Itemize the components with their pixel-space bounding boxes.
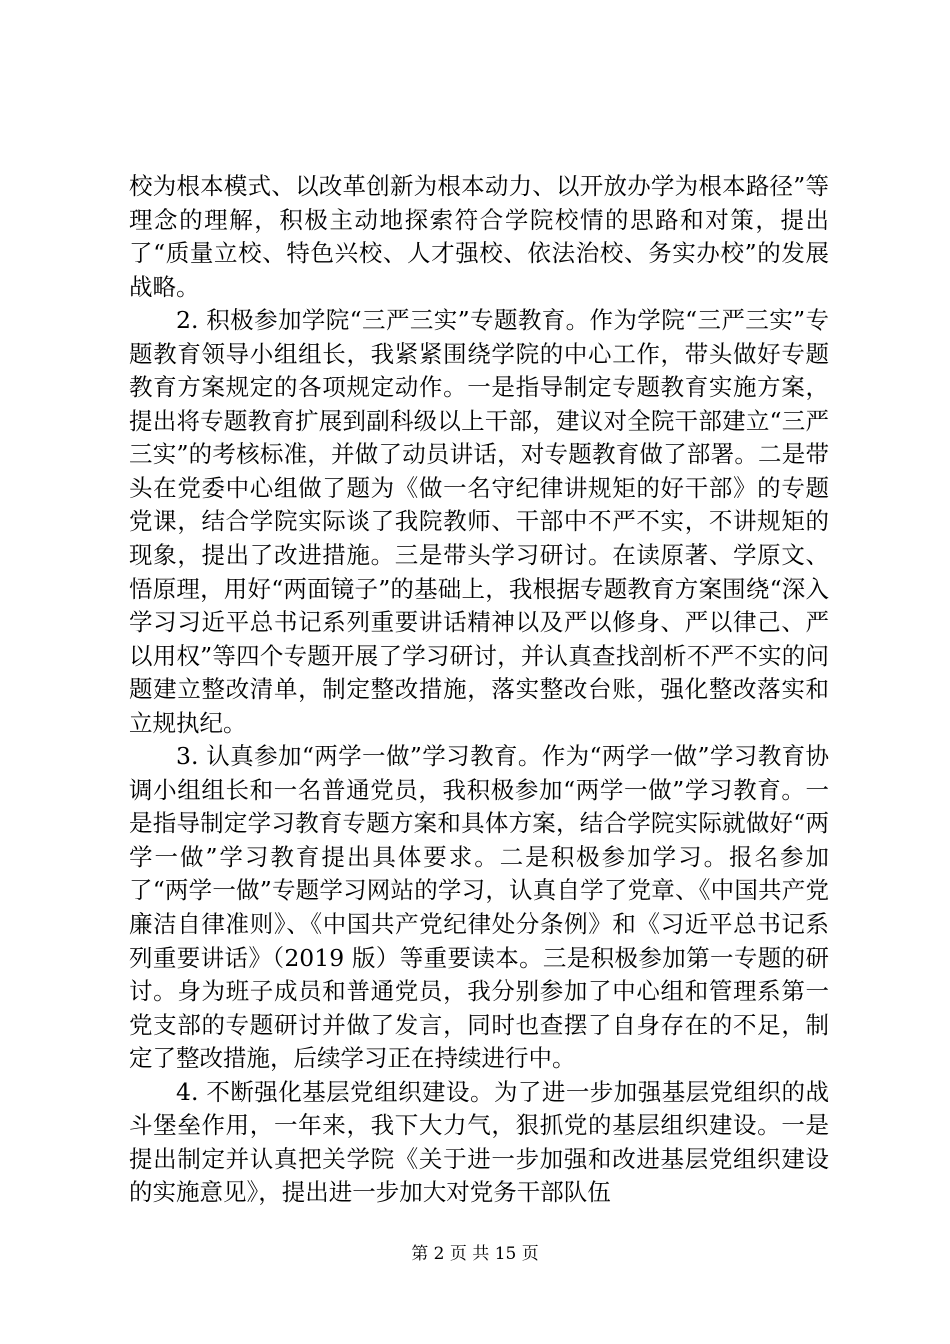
paragraph-item-4: 4. 不断强化基层党组织建设。为了进一步加强基层党组织的战斗堡垒作用，一年来，我下大力气，狠抓党的基层组织建设。一是提出制定并认真把关学院《关于进一步加强和改进基层党组织建设的实施意见》，提出进一步加大对党务干部队伍 [129,1077,829,1207]
paragraph-item-3: 3. 认真参加“两学一做”学习教育。作为“两学一做”学习教育协调小组组长和一名普通党员，我积极参加“两学一做”学习教育。一是指导制定学习教育专题方案和具体方案，结合学院实际就做好“两学一做”学习教育提出具体要求。二是积极参加学习。报名参加了“两学一做”专题学习网站的学习，认真自学了党章、《中国共产党廉洁自律准则》、《中国共产党纪律处分条例》和《习近平总书记系列重要讲话》（2019 版）等重要读本。三是积极参加第一专题的研讨。身为班子成员和普通党员，我分别参加了中心组和管理系第一党支部的专题研讨并做了发言，同时也查摆了自身存在的不足，制定了整改措施，后续学习正在持续进行中。 [129,742,829,1073]
page-number-footer: 第 2 页 共 15 页 [411,1244,539,1264]
document-body [129,170,829,1210]
paragraph-item-2: 2. 积极参加学院“三严三实”专题教育。作为学院“三严三实”专题教育领导小组组长，我紧紧围绕学院的中心工作，带头做好专题教育方案规定的各项规定动作。一是指导制定专题教育实施方案，提出将专题教育扩展到副科级以上干部，建议对全院干部建立“三严三实”的考核标准，并做了动员讲话，对专题教育做了部署。二是带头在党委中心组做了题为《做一名守纪律讲规矩的好干部》的专题党课，结合学院实际谈了我院教师、干部中不严不实，不讲规矩的现象，提出了改进措施。三是带头学习研讨。在读原著、学原文、悟原理，用好“两面镜子”的基础上，我根据专题教育方案围绕“深入学习习近平总书记系列重要讲话精神以及严以修身、严以律己、严以用权”等四个专题开展了学习研讨，并认真查找剖析不严不实的问题建立整改清单，制定整改措施，落实整改台账，强化整改落实和立规执纪。 [129,306,829,737]
paragraph-continued: 校为根本模式、以改革创新为根本动力、以开放办学为根本路径”等理念的理解，积极主动地探索符合学院校情的思路和对策，提出了“质量立校、特色兴校、人才强校、依法治校、务实办校”的发展战略。 [129,172,829,301]
